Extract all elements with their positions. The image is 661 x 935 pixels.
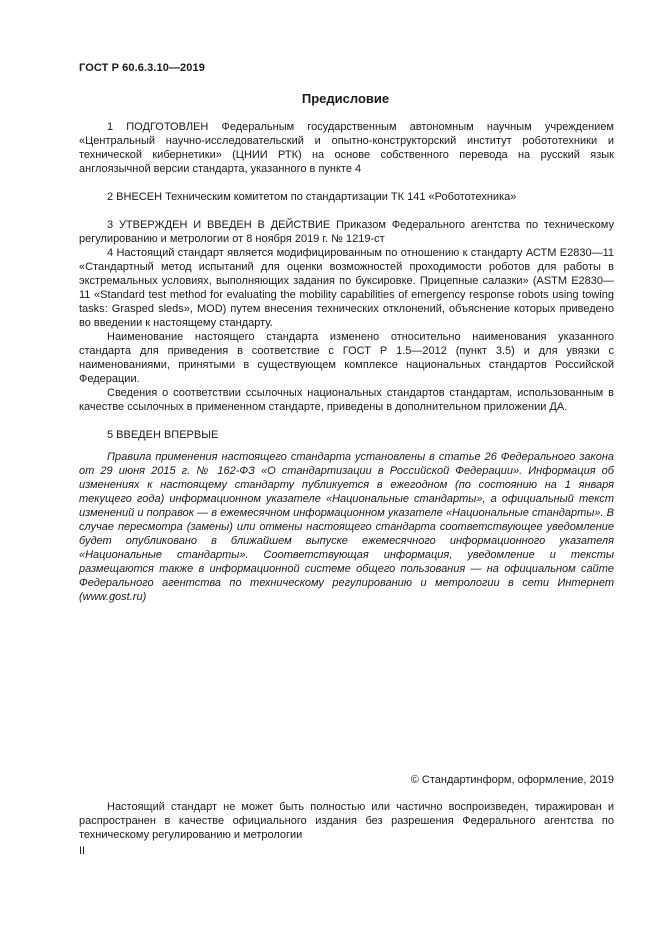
section-introduced-by: 2 ВНЕСЕН Техническим комитетом по стандартизации ТК 141 «Робототехника» <box>107 191 517 203</box>
section-prepared: 1 ПОДГОТОВЛЕН Федеральным государственным автономным научным учреждением «Центральный научно-исследовательский и опытно-конструкторский институт робототехники и технической кибернетики» (ЦНИИ РТК) на основе собственного перевода на русский язык англоязычной версии стандарта, указанного в пункте 4 <box>79 121 614 175</box>
page-title: Предисловие <box>301 91 390 106</box>
copyright-line: © Стандартинформ, оформление, 2019 <box>410 774 614 786</box>
page-number: II <box>79 845 86 857</box>
section-approved: 3 УТВЕРЖДЕН И ВВЕДЕН В ДЕЙСТВИЕ Приказом Федерального агентства по техническому регулированию и метрологии от 8 ноября 2019 г. № 1219-ст <box>79 219 614 245</box>
foreword-body <box>79 120 614 442</box>
section-name-change: Наименование настоящего стандарта изменено относительно наименования указанного стандарта для приведения в соответствие с ГОСТ Р 1.5—2012 (пункт 3.5) и для увязки с наименованиями, принятыми в существующем комплексе национальных стандартов Российской Федерации. <box>79 331 614 385</box>
reprint-restriction: Настоящий стандарт не может быть полностью или частично воспроизведен, тиражирован и распространен в качестве официального издания без разрешения Федерального агентства по техническому регулированию и метрологии <box>79 801 614 841</box>
section-references: Сведения о соответствии ссылочных национальных стандартов стандартам, использованным в качестве ссылочных в примененном стандарте, приведены в дополнительном приложении ДА. <box>79 387 614 413</box>
standard-code-header: ГОСТ Р 60.6.3.10—2019 <box>79 62 205 74</box>
section-modified-standard: 4 Настоящий стандарт является модифицированным по отношению к стандарту АСТМ Е2830—11 «Стандартный метод испытаний для оценки возможностей проходимости роботов для работы в экстремальных условиях, выполняющих задания по буксировке. Прицепные салазки» (ASTM E2830—11 «Standard test method for evaluating the mobility capabilities of emergency response robots using towing tasks: Grasped sleds», MOD) путем внесения технических отклонений, объяснение которых приведено во введении к настоящему стандарту. <box>79 247 614 329</box>
section-first-introduced: 5 ВВЕДЕН ВПЕРВЫЕ <box>107 429 219 441</box>
application-rules-notice: Правила применения настоящего стандарта установлены в статье 26 Федерального закона от 29 июня 2015 г. № 162-ФЗ «О стандартизации в Российской Федерации». Информация об изменениях к настоящему стандарту публикуется в ежегодном (по состоянию на 1 января текущего года) информационном указателе «Национальные стандарты», а официальный текст изменений и поправок — в ежемесячном информационном указателе «Национальные стандарты». В случае пересмотра (замены) или отмены настоящего стандарта соответствующее уведомление будет опубликовано в ближайшем выпуске ежемесячного информационного указателя «Национальные стандарты». Соответствующая информация, уведомление и тексты размещаются также в информационной системе общего пользования — на официальном сайте Федерального агентства по техническому регулированию и метрологии в сети Интернет (www.gost.ru) <box>79 451 614 603</box>
